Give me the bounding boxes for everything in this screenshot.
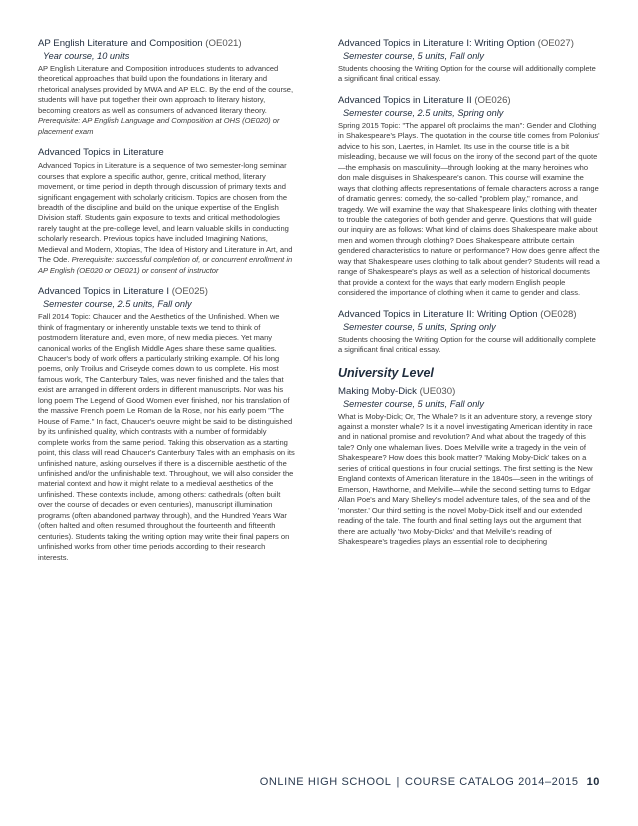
footer-separator: |: [396, 776, 400, 788]
course-description-text: Students choosing the Writing Option for the course will additionally complete a significant final critical essay.: [338, 334, 596, 355]
course-description: [38, 312, 296, 563]
course-title: [338, 38, 600, 50]
course-description: [38, 161, 296, 276]
course-code: (OE027): [537, 38, 574, 49]
course-title-text: Advanced Topics in Literature: [38, 147, 164, 159]
course-description-text: Students choosing the Writing Option for the course will additionally complete a significant final critical essay.: [338, 64, 596, 84]
course-description-text: What is Moby-Dick; Or, The Whale? Is it an adventure story, a revenge story against a monster whale? Is it a novel investigating American identity in race and in national promise and revolution? And what about the tragedy of this tale? Only one whaleman lives. Does Melville write a tragedy in the vein of Shakespeare? How does this book matter? 'Making Moby-Dick' takes on a series of critical questions in four crucial settings. The first setting is the New England contexts of American literature in the 1840s—seen in the writings of Emerson, Hawthorne, and Melville—while the second setting turns to Edgar Allan Poe's and Mary Shelley's model adventure tales, of the sea and of the 'monster.' Our third setting is the novel Moby-Dick itself and our extended reading of the tale. The fourth and final setting lays out the argument that there are actually 'two Moby-Dicks' and that Melville's reading of Shakespeare's tragedies plays an essential role to deciphering: [338, 411, 594, 546]
course-ap-english-literature: [38, 38, 296, 137]
course-meta: Year course, 10 units: [43, 51, 130, 61]
course-description: [338, 121, 600, 299]
course-description-body: Advanced Topics in Literature is a sequence of two semester-long seminar courses that explore a specific author, genre, critical method, literary movement, or time period in depth through discussion of primary texts and significant engagement with scholarly criticism. Topics are chosen from the breadth of the discipline and build on the unique expertise of the English Division staff. Students gain exposure to texts and critical methodologies rarely taught at the pre-college level, and learn valuable skills in conducting scholarly research. Previous topics have included Imagining Nations, Medieval and Modern, Xtopias, The Idea of History and Literature in Art, and The Ode.: [38, 161, 293, 265]
left-column: [38, 38, 296, 573]
course-code: (OE021): [205, 38, 242, 49]
footer-catalog: COURSE CATALOG 2014–2015: [404, 776, 579, 788]
course-description-text: Fall 2014 Topic: Chaucer and the Aesthetics of the Unfinished. When we think of fragmentary or inherently unstable texts we tend to think of postmodern literature and, even more, of new media pieces. Yet many canonical works of the English Middle Ages share these same qualities. Chaucer's body of work offers a particularly striking example. Of his long poems, only Troilus and Criseyde comes down to us complete. His most famous work, The Canterbury Tales, was never finished and the tales that exist are arranged in different orders in different manuscripts. Nor was his long poem The Legend of Good Women ever finished, nor his translation of the massive French poem Le Roman de la Rose, nor his early poem "The House of Fame." In fact, Chaucer's oeuvre might be said to be distinguished by its unfinished quality, which contrasts with a number of formidably complete works from the same period. Taking this observation as a starting point, this class will read Chaucer's Canterbury Tales with an emphasis on its unfinished nature, asking ourselves if there is a discernible aesthetic of the unfinished and/or the unfinishable text. Throughout, we will also consider the material context and how it might relate to a medieval aesthetics of the unfinished. These contexts include, among others: cathedrals (often built over the course of decades or even centuries), manuscript illumination programs (often abandoned partway through), and the Hundred Years War (often halted and often resumed throughout the fourteenth and fifteenth centuries). Students taking the writing option may write their final papers on unfinished works from other time periods according to their research interests.: [38, 312, 295, 562]
course-title: [38, 38, 296, 50]
course-advanced-topics-1-writing: [338, 38, 600, 85]
course-meta: Semester course, 2.5 units, Spring only: [343, 107, 504, 118]
course-advanced-topics-overview: [38, 147, 296, 276]
course-description-text: AP English Literature and Composition introduces students to advanced theoretical approaches that build upon the foundations in literary and rhetorical analyses provided by MWA and AP ELC. By the end of the course, students will have put together their own approach to literary history, becoming creators as well as consumers of advanced literary theory.: [38, 64, 294, 115]
course-title-text: Making Moby-Dick: [338, 385, 417, 397]
page-number: 10: [586, 776, 600, 788]
course-code: (OE025): [171, 286, 208, 298]
course-title: [38, 286, 296, 298]
course-description: [338, 412, 600, 548]
course-meta: Semester course, 5 units, Spring only: [343, 321, 496, 332]
course-description-text: [38, 161, 296, 276]
course-title: [38, 147, 296, 159]
course-advanced-topics-1: [38, 286, 296, 563]
course-code: (OE026): [474, 94, 511, 106]
course-code: (OE028): [540, 308, 577, 320]
course-title-text: Advanced Topics in Literature I: [38, 286, 170, 298]
course-prerequisite: Prerequisite: successful completion of, or concurrent enrollment in AP English (OE020 or OE021) or consent of instructor: [38, 255, 293, 275]
course-description: [38, 64, 296, 137]
course-prerequisite: Prerequisite: AP English Language and Composition at OHS (OE020) or placement exam: [38, 116, 280, 136]
section-heading-university-level: University Level: [338, 365, 434, 380]
course-advanced-topics-2-writing: [338, 309, 600, 356]
course-title-text: AP English Literature and Composition: [38, 38, 203, 49]
course-title: [338, 309, 600, 321]
course-advanced-topics-2: [338, 95, 600, 299]
course-meta: Semester course, 2.5 units, Fall only: [43, 299, 192, 310]
course-description: [338, 64, 600, 85]
course-code: (UE030): [419, 385, 456, 397]
footer-school: ONLINE HIGH SCHOOL: [259, 776, 392, 788]
right-column: [338, 38, 600, 557]
course-title-text: Advanced Topics in Literature II: Writing Option: [338, 308, 538, 320]
page-footer: [0, 776, 600, 788]
course-description: [338, 335, 600, 356]
course-title: [338, 386, 600, 398]
course-description-text: Spring 2015 Topic: "The apparel oft proclaims the man": Gender and Clothing in Shakespeare's Plays. The quotation in the course title comes from Polonius' advice to his son, Laertes, in Hamlet. Its use in the course title is a bit misleading, because we will focus on the irony of the second part of the quote—the emphasis on masculinity—through looking at the many heroines who don male disguises in Shakespeare's canon. This course will examine the ways that clothing affects representations of female characters across a range of dramatic genres: comedy, the so-called "problem play," romance, and tragedy. We will examine the way that Shakespeare links clothing with theater to trouble the categories of both gender and genre. Questions that will guide our inquiry are as follows: What kind of claims does Shakespeare make about men and women through clothing? Does Shakespeare attribute certain gendered characteristics to nature or performance? How does genre affect the way that Shakespeare uses clothing to talk about gender? Students will read a range of Shakespeare's plays as well as a selection of historical documents that provide a context for the ways that early modern English people considered the importance of clothing when it came to gender and class.: [338, 120, 600, 298]
course-meta: Semester course, 5 units, Fall only: [343, 51, 484, 61]
course-making-moby-dick: [338, 386, 600, 548]
course-title: [338, 95, 600, 107]
course-title-text: Advanced Topics in Literature I: Writing Option: [338, 38, 535, 49]
course-title-text: Advanced Topics in Literature II: [338, 94, 472, 106]
course-meta: Semester course, 5 units, Fall only: [343, 398, 484, 409]
